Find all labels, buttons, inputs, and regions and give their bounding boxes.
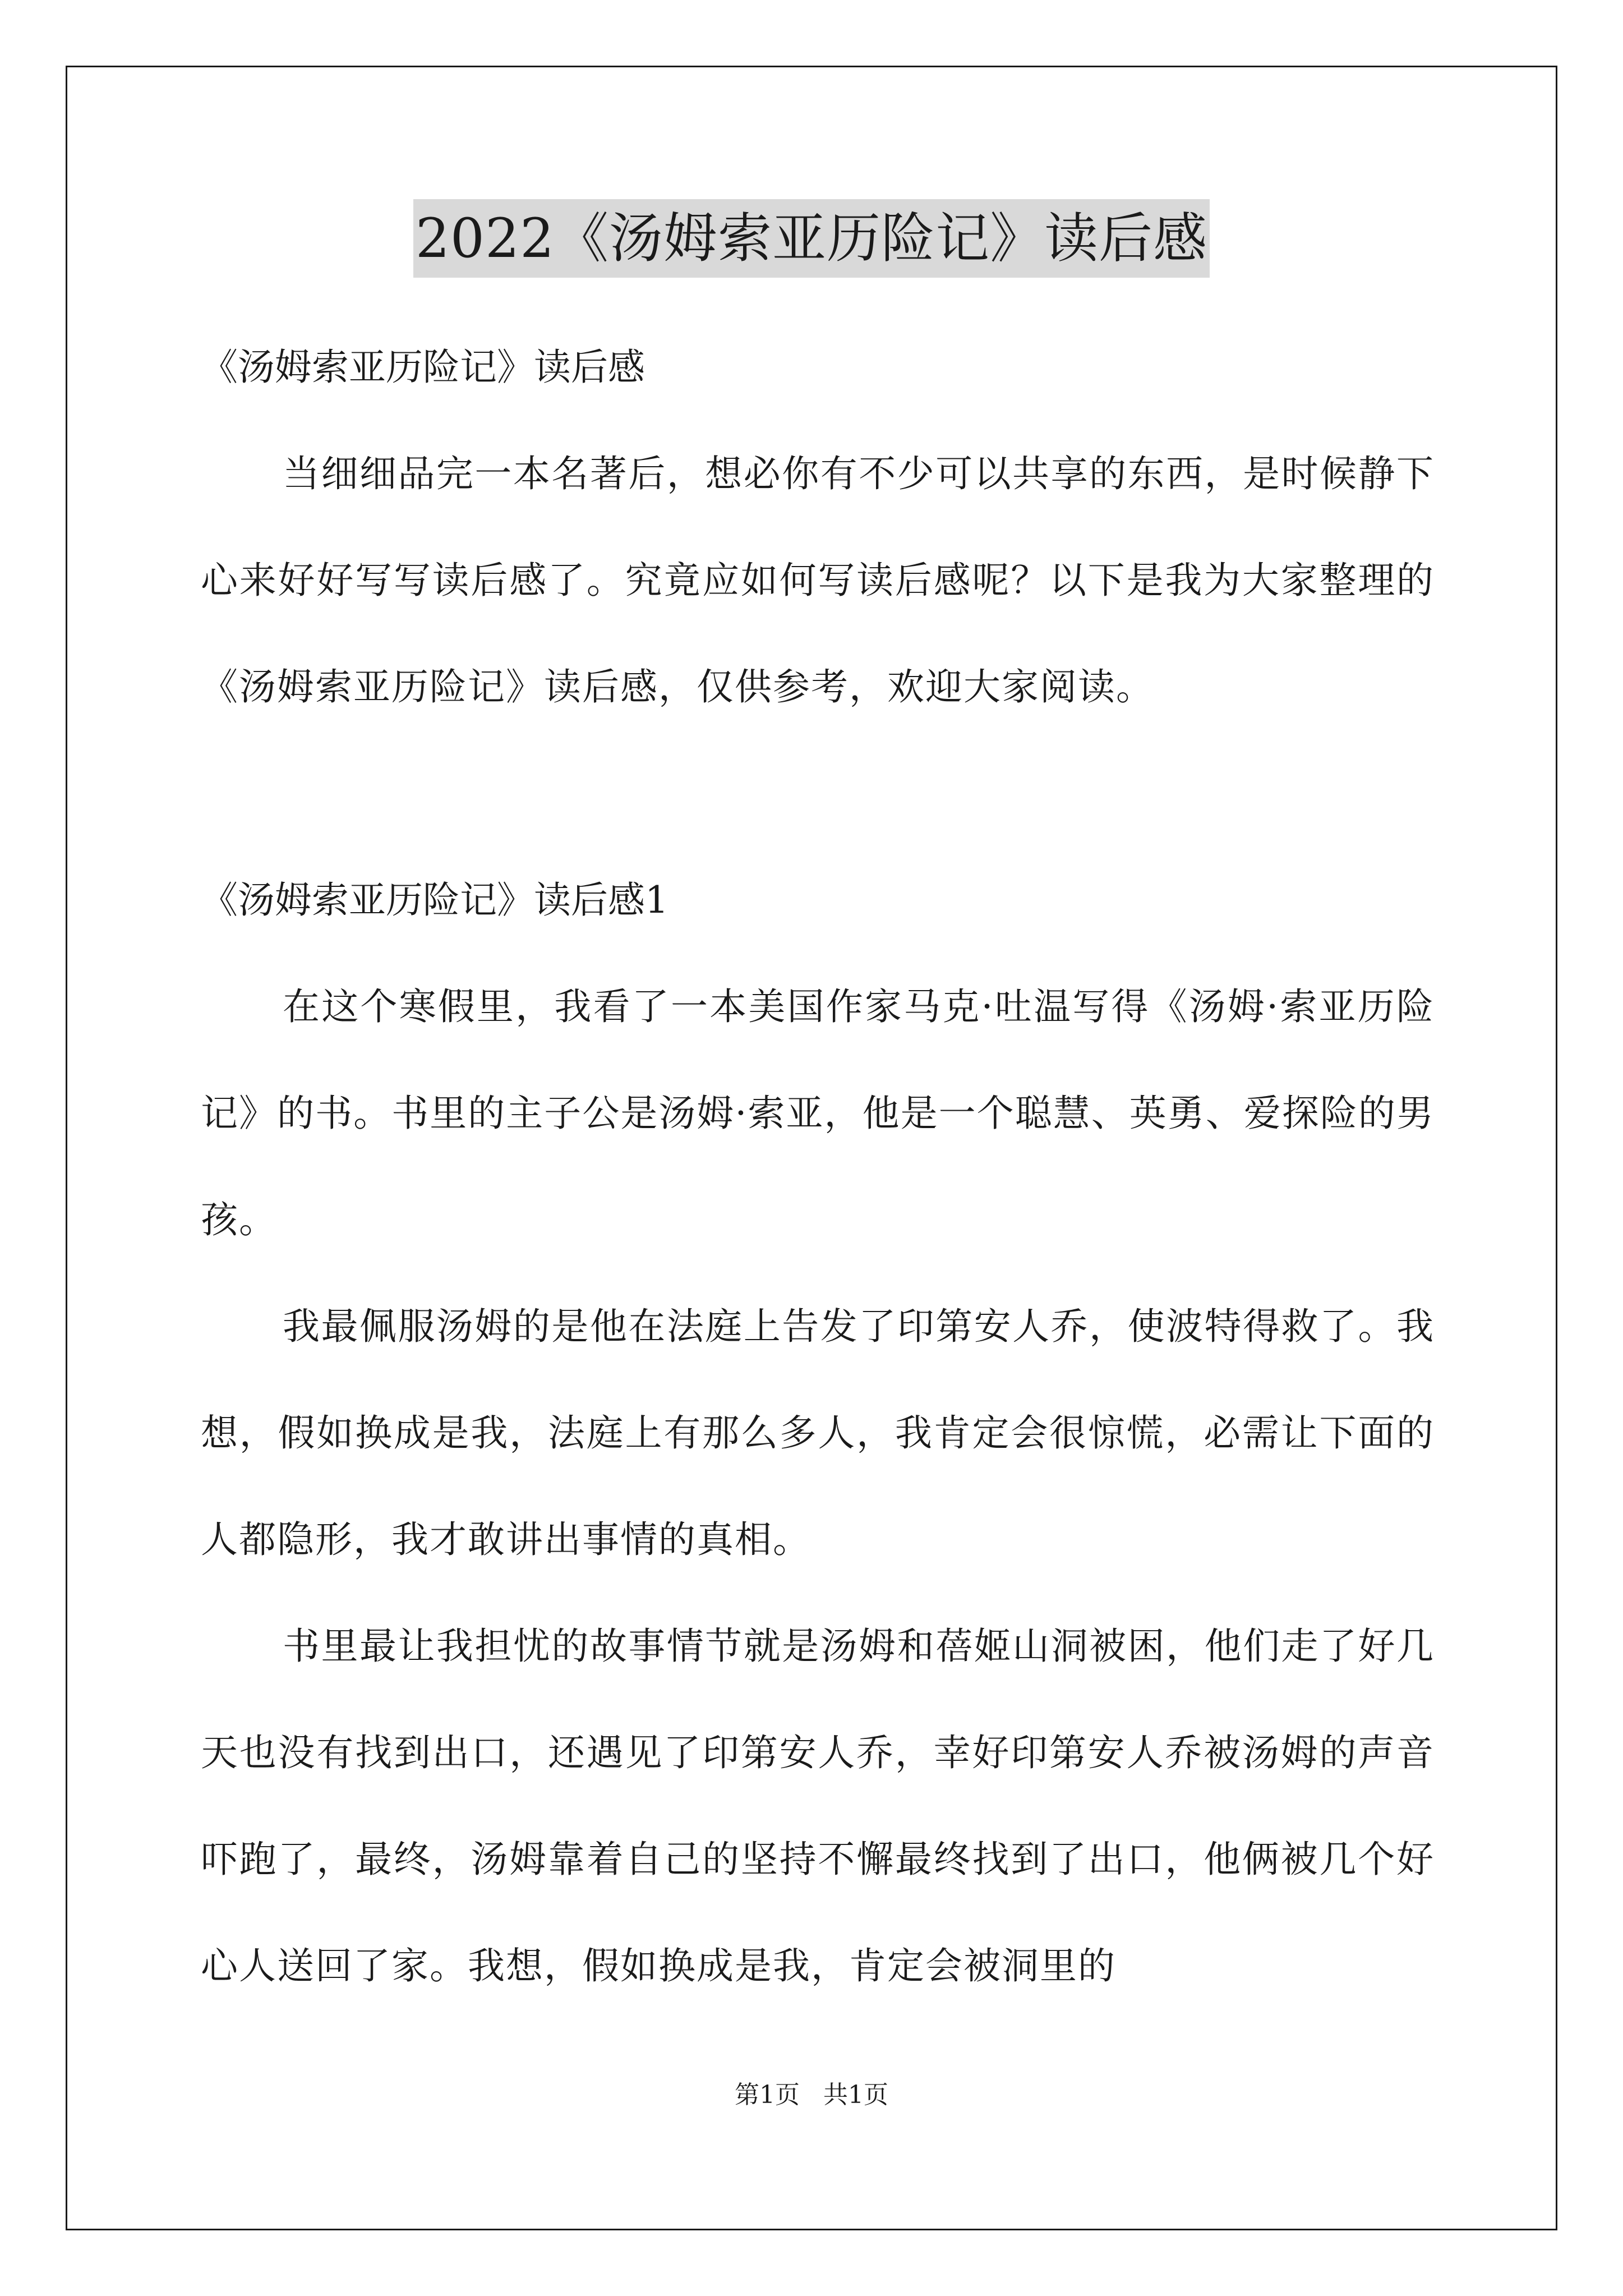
body-paragraph-2: 我最佩服汤姆的是他在法庭上告发了印第安人乔，使波特得救了。我想，假如换成是我，法庭上有那么多人，我肯定会很惊慌，必需让下面的人都隐形，我才敢讲出事情的真相。 [201, 1305, 1435, 1561]
body-paragraph-3: 书里最让我担忧的故事情节就是汤姆和蓓姬山洞被困，他们走了好几天也没有找到出口，还遇见了印第安人乔，幸好印第安人乔被汤姆的声音吓跑了，最终，汤姆靠着自己的坚持不懈最终找到了出口，他俩被几个好心人送回了家。我想，假如换成是我，肯定会被洞里的 [201, 1625, 1435, 1987]
body-paragraph-1: 在这个寒假里，我看了一本美国作家马克·吐温写得《汤姆·索亚历险记》的书。书里的主子公是汤姆·索亚，他是一个聪慧、英勇、爱探险的男孩。 [201, 985, 1435, 1241]
page-footer: 第1页 共1页 [735, 2081, 888, 2109]
section-spacer [201, 740, 1435, 847]
section-heading: 《汤姆索亚历险记》读后感1 [201, 878, 668, 922]
intro-paragraph: 当细细品完一本名著后，想必你有不少可以共享的东西，是时候静下心来好好写写读后感了。究竟应如何写读后感呢？以下是我为大家整理的《汤姆索亚历险记》读后感，仅供参考，欢迎大家阅读。 [201, 452, 1435, 708]
subtitle: 《汤姆索亚历险记》读后感 [201, 346, 645, 389]
document-body [201, 314, 1435, 2019]
title-container [0, 199, 1623, 278]
document-title: 2022《汤姆索亚历险记》读后感 [413, 199, 1210, 278]
